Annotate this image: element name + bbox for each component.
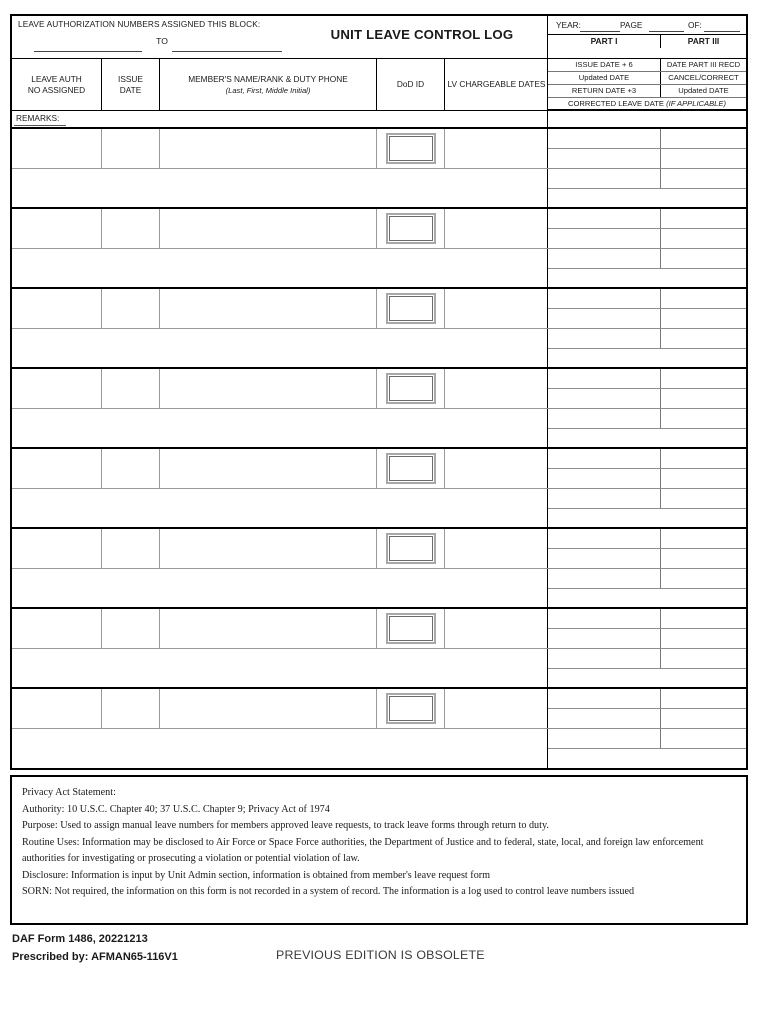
cell-issue-date-plus6[interactable] [548, 129, 661, 148]
cell-dod-id[interactable] [377, 129, 445, 168]
row-right-section [548, 369, 746, 449]
row-part-line [548, 689, 746, 709]
row-left-section [12, 289, 548, 369]
cell-leave-auth-no[interactable] [12, 289, 102, 328]
column-header-dod-id [377, 59, 445, 110]
column-header-issue-date [102, 59, 160, 110]
dod-id-input[interactable] [386, 453, 436, 484]
cell-member-name[interactable] [160, 369, 377, 408]
row-part-line [548, 369, 746, 389]
cell-return-date-plus3[interactable] [548, 569, 661, 588]
cell-return-date-plus3[interactable] [548, 329, 661, 348]
dod-id-input[interactable] [386, 133, 436, 164]
row-data-line [12, 289, 548, 329]
row-part-line [548, 469, 746, 489]
part-label-row [548, 59, 746, 72]
row-part-line [548, 209, 746, 229]
cell-remarks[interactable] [12, 569, 548, 609]
col-member-name-italic: (Last, First, Middle Initial) [225, 85, 311, 95]
row-part-line [548, 649, 746, 669]
cell-corrected-leave-date[interactable] [548, 589, 746, 609]
cell-cancel-correct[interactable] [661, 229, 746, 248]
row-part-line [548, 289, 746, 309]
row-left-section [12, 369, 548, 449]
cell-issue-date-plus6[interactable] [548, 529, 661, 548]
cell-issue-date[interactable] [102, 209, 160, 248]
row-part-line [548, 129, 746, 149]
cell-dod-id[interactable] [377, 369, 445, 408]
row-part-line [548, 309, 746, 329]
table-row [12, 287, 746, 367]
cell-updated-date-part-iii[interactable] [661, 409, 746, 428]
cell-updated-date-part-i[interactable] [548, 309, 661, 328]
table-row [12, 367, 746, 447]
cell-date-part-iii-recd[interactable] [661, 609, 746, 628]
part-label-row [548, 85, 746, 98]
table-column-headers [12, 58, 548, 110]
unit-leave-control-log-table [10, 14, 748, 770]
cell-date-part-iii-recd[interactable] [661, 689, 746, 708]
cell-updated-date-part-iii[interactable] [661, 729, 746, 748]
row-part-line [548, 609, 746, 629]
to-label: TO [156, 36, 168, 46]
cell-dod-id[interactable] [377, 449, 445, 488]
part-i-header: PART I [548, 35, 661, 48]
cell-lv-chargeable-dates[interactable] [445, 369, 548, 408]
cell-dod-id[interactable] [377, 529, 445, 568]
cell-issue-date[interactable] [102, 609, 160, 648]
cell-updated-date-part-iii[interactable] [661, 489, 746, 508]
cell-dod-id[interactable] [377, 609, 445, 648]
privacy-act-authority: Authority: 10 U.S.C. Chapter 40; 37 U.S.C. Chapter 9; Privacy Act of 1974 [22, 803, 330, 815]
leave-auth-block-label: LEAVE AUTHORIZATION NUMBERS ASSIGNED THIS BLOCK: [18, 19, 261, 29]
row-data-line [12, 449, 548, 489]
cell-updated-date-part-i[interactable] [548, 149, 661, 168]
column-header-leave-auth-no [12, 59, 102, 110]
dod-id-input[interactable] [386, 533, 436, 564]
cell-date-part-iii-recd[interactable] [661, 289, 746, 308]
table-row [12, 207, 746, 287]
cell-remarks[interactable] [12, 489, 548, 529]
year-label: YEAR: [556, 20, 581, 30]
row-data-line [12, 209, 548, 249]
cell-corrected-leave-date[interactable] [548, 349, 746, 369]
cell-updated-date-part-iii[interactable] [661, 249, 746, 268]
part-iii-updated-date-label: Updated DATE [678, 86, 729, 95]
row-part-line [548, 389, 746, 409]
cell-lv-chargeable-dates[interactable] [445, 609, 548, 648]
form-footer [10, 930, 748, 978]
cell-updated-date-part-iii[interactable] [661, 569, 746, 588]
cell-issue-date[interactable] [102, 449, 160, 488]
cell-updated-date-part-iii[interactable] [661, 169, 746, 188]
row-part-line [548, 709, 746, 729]
cell-leave-auth-no[interactable] [12, 449, 102, 488]
table-row [12, 447, 746, 527]
row-left-section [12, 449, 548, 529]
of-input[interactable] [704, 31, 740, 32]
row-part-line [548, 549, 746, 569]
row-part-line [548, 489, 746, 509]
dod-id-input[interactable] [386, 213, 436, 244]
cell-date-part-iii-recd[interactable] [661, 449, 746, 468]
column-header-member-name [160, 59, 377, 110]
cell-member-name[interactable] [160, 209, 377, 248]
cell-member-name[interactable] [160, 129, 377, 168]
part-label-grid [548, 58, 746, 110]
prescribed-by-label: Prescribed by: AFMAN65-116V1 [12, 951, 178, 963]
cell-updated-date-part-i[interactable] [548, 469, 661, 488]
page-title: UNIT LEAVE CONTROL LOG [330, 27, 514, 42]
remarks-label: REMARKS: [16, 113, 60, 123]
column-header-lv-chargeable-dates [445, 59, 548, 110]
leave-auth-block-header [12, 16, 548, 58]
dod-id-input[interactable] [386, 293, 436, 324]
cell-lv-chargeable-dates[interactable] [445, 529, 548, 568]
cell-return-date-plus3[interactable] [548, 729, 661, 748]
cell-cancel-correct[interactable] [661, 309, 746, 328]
cell-cancel-correct[interactable] [661, 709, 746, 728]
cell-date-part-iii-recd[interactable] [661, 369, 746, 388]
footer-left-block [12, 930, 178, 966]
cell-updated-date-part-i[interactable] [548, 549, 661, 568]
privacy-act-sorn: SORN: Not required, the information on this form is not recorded in a system of record. The information is a log used to control leave numbers issued [22, 886, 635, 897]
page-input[interactable] [649, 31, 684, 32]
cell-issue-date[interactable] [102, 369, 160, 408]
cell-leave-auth-no[interactable] [12, 209, 102, 248]
cell-remarks[interactable] [12, 329, 548, 369]
part-iii-cancel-correct-label: CANCEL/CORRECT [668, 73, 739, 82]
cell-issue-date-plus6[interactable] [548, 369, 661, 388]
cell-remarks[interactable] [12, 249, 548, 289]
remarks-underline [14, 125, 66, 126]
cell-member-name[interactable] [160, 609, 377, 648]
cell-updated-date-part-iii[interactable] [661, 649, 746, 668]
cell-return-date-plus3[interactable] [548, 409, 661, 428]
cell-lv-chargeable-dates[interactable] [445, 689, 548, 728]
row-data-line [12, 689, 548, 729]
cell-leave-auth-no[interactable] [12, 609, 102, 648]
col-leave-auth-line2: NO ASSIGNED [27, 84, 86, 95]
row-right-section [548, 609, 746, 689]
row-part-line [548, 169, 746, 189]
cell-dod-id[interactable] [377, 289, 445, 328]
cell-corrected-leave-date[interactable] [548, 669, 746, 689]
cell-leave-auth-no[interactable] [12, 689, 102, 728]
part-iii-date-recd-label: DATE PART III RECD [666, 60, 741, 69]
dod-id-input[interactable] [386, 373, 436, 404]
row-part-line [548, 729, 746, 749]
cell-cancel-correct[interactable] [661, 389, 746, 408]
table-row [12, 527, 746, 607]
cell-issue-date[interactable] [102, 289, 160, 328]
table-body [12, 127, 746, 768]
table-row [12, 687, 746, 767]
cell-updated-date-part-i[interactable] [548, 629, 661, 648]
cell-updated-date-part-i[interactable] [548, 389, 661, 408]
page-label: PAGE [620, 20, 643, 30]
row-part-line [548, 329, 746, 349]
col-dod-id-label: DoD ID [396, 79, 425, 89]
row-data-line [12, 369, 548, 409]
col-issue-date-line2: DATE [119, 84, 142, 95]
corrected-leave-date-qualifier: (IF APPLICABLE) [666, 99, 726, 108]
row-data-line [12, 609, 548, 649]
cell-corrected-leave-date[interactable] [548, 269, 746, 289]
cell-issue-date-plus6[interactable] [548, 289, 661, 308]
cell-issue-date[interactable] [102, 129, 160, 168]
corrected-leave-date-text: CORRECTED LEAVE DATE [568, 99, 664, 108]
row-part-line [548, 229, 746, 249]
corrected-leave-date-label [548, 98, 746, 110]
year-input[interactable] [580, 31, 620, 32]
row-part-line [548, 569, 746, 589]
col-issue-date-line1: ISSUE [118, 73, 143, 84]
row-right-section [548, 449, 746, 529]
year-page-of-header [548, 16, 746, 58]
cell-corrected-leave-date[interactable] [548, 509, 746, 529]
cell-member-name[interactable] [160, 289, 377, 328]
cell-cancel-correct[interactable] [661, 469, 746, 488]
col-lv-chargeable-label: LV CHARGEABLE DATES [447, 79, 546, 89]
cell-updated-date-part-i[interactable] [548, 709, 661, 728]
cell-cancel-correct[interactable] [661, 549, 746, 568]
row-right-section [548, 529, 746, 609]
row-part-line [548, 409, 746, 429]
remarks-header-strip [12, 110, 548, 127]
part-i-updated-date-label: Updated DATE [548, 72, 661, 84]
cell-issue-date-plus6[interactable] [548, 449, 661, 468]
cell-updated-date-part-iii[interactable] [661, 329, 746, 348]
cell-corrected-leave-date[interactable] [548, 189, 746, 209]
row-right-section [548, 689, 746, 769]
row-part-line [548, 149, 746, 169]
cell-issue-date-plus6[interactable] [548, 609, 661, 628]
year-page-of-row [548, 18, 746, 34]
leave-auth-range-end-field[interactable] [172, 51, 282, 52]
dod-id-input[interactable] [386, 613, 436, 644]
cell-lv-chargeable-dates[interactable] [445, 209, 548, 248]
cell-leave-auth-no[interactable] [12, 129, 102, 168]
table-row [12, 127, 746, 207]
cell-return-date-plus3[interactable] [548, 169, 661, 188]
cell-lv-chargeable-dates[interactable] [445, 449, 548, 488]
form-number-label: DAF Form 1486, 20221213 [12, 933, 148, 945]
row-right-section [548, 209, 746, 289]
privacy-act-routine-uses: Routine Uses: Information may be disclosed to Air Force or Space Force authorities, the Department of Justice and to federal, state, local, and foreign law enforcement authorities for investigating or prosecuting a violation or potential violation of law. [22, 836, 704, 864]
table-row [12, 607, 746, 687]
cell-dod-id[interactable] [377, 689, 445, 728]
cell-cancel-correct[interactable] [661, 149, 746, 168]
cell-leave-auth-no[interactable] [12, 529, 102, 568]
cell-lv-chargeable-dates[interactable] [445, 289, 548, 328]
row-part-line [548, 529, 746, 549]
privacy-act-disclosure: Disclosure: Information is input by Unit Admin section, information is obtained from member's leave request form [22, 869, 491, 881]
cell-remarks[interactable] [12, 409, 548, 449]
cell-remarks[interactable] [12, 729, 548, 769]
of-label: OF: [688, 20, 702, 30]
cell-issue-date[interactable] [102, 689, 160, 728]
cell-return-date-plus3[interactable] [548, 489, 661, 508]
cell-member-name[interactable] [160, 689, 377, 728]
cell-member-name[interactable] [160, 449, 377, 488]
col-leave-auth-line1: LEAVE AUTH [31, 73, 82, 84]
part-label-row [548, 72, 746, 85]
cell-date-part-iii-recd[interactable] [661, 209, 746, 228]
corrected-leave-date-row [548, 98, 746, 111]
part-iii-header: PART III [687, 36, 720, 46]
row-left-section [12, 689, 548, 769]
row-left-section [12, 209, 548, 289]
cell-return-date-plus3[interactable] [548, 649, 661, 668]
row-data-line [12, 129, 548, 169]
part-headers-row [548, 34, 746, 48]
cell-return-date-plus3[interactable] [548, 249, 661, 268]
row-left-section [12, 129, 548, 209]
leave-auth-range-start-field[interactable] [34, 51, 142, 52]
row-part-line [548, 449, 746, 469]
row-right-section [548, 289, 746, 369]
cell-corrected-leave-date[interactable] [548, 429, 746, 449]
privacy-act-statement-box [10, 775, 748, 925]
privacy-act-heading: Privacy Act Statement: [22, 787, 116, 798]
cell-cancel-correct[interactable] [661, 629, 746, 648]
part-i-issue-date-plus6-label: ISSUE DATE + 6 [548, 59, 661, 71]
cell-corrected-leave-date[interactable] [548, 749, 746, 769]
cell-date-part-iii-recd[interactable] [661, 129, 746, 148]
form-header-band [12, 16, 746, 58]
row-part-line [548, 249, 746, 269]
dod-id-input[interactable] [386, 693, 436, 724]
cell-issue-date-plus6[interactable] [548, 209, 661, 228]
part-i-return-date-plus3-label: RETURN DATE +3 [548, 85, 661, 97]
cell-issue-date[interactable] [102, 529, 160, 568]
cell-dod-id[interactable] [377, 209, 445, 248]
col-member-name-line1: MEMBER'S NAME/RANK & DUTY PHONE [188, 73, 348, 84]
row-part-line [548, 629, 746, 649]
cell-lv-chargeable-dates[interactable] [445, 129, 548, 168]
previous-edition-notice: PREVIOUS EDITION IS OBSOLETE [276, 948, 485, 962]
cell-leave-auth-no[interactable] [12, 369, 102, 408]
cell-remarks[interactable] [12, 649, 548, 689]
privacy-act-purpose: Purpose: Used to assign manual leave numbers for members approved leave requests, to track leave forms through return to duty. [22, 820, 549, 831]
row-data-line [12, 529, 548, 569]
cell-date-part-iii-recd[interactable] [661, 529, 746, 548]
row-right-section [548, 129, 746, 209]
cell-issue-date-plus6[interactable] [548, 689, 661, 708]
cell-updated-date-part-i[interactable] [548, 229, 661, 248]
cell-member-name[interactable] [160, 529, 377, 568]
row-left-section [12, 529, 548, 609]
row-left-section [12, 609, 548, 689]
cell-remarks[interactable] [12, 169, 548, 209]
